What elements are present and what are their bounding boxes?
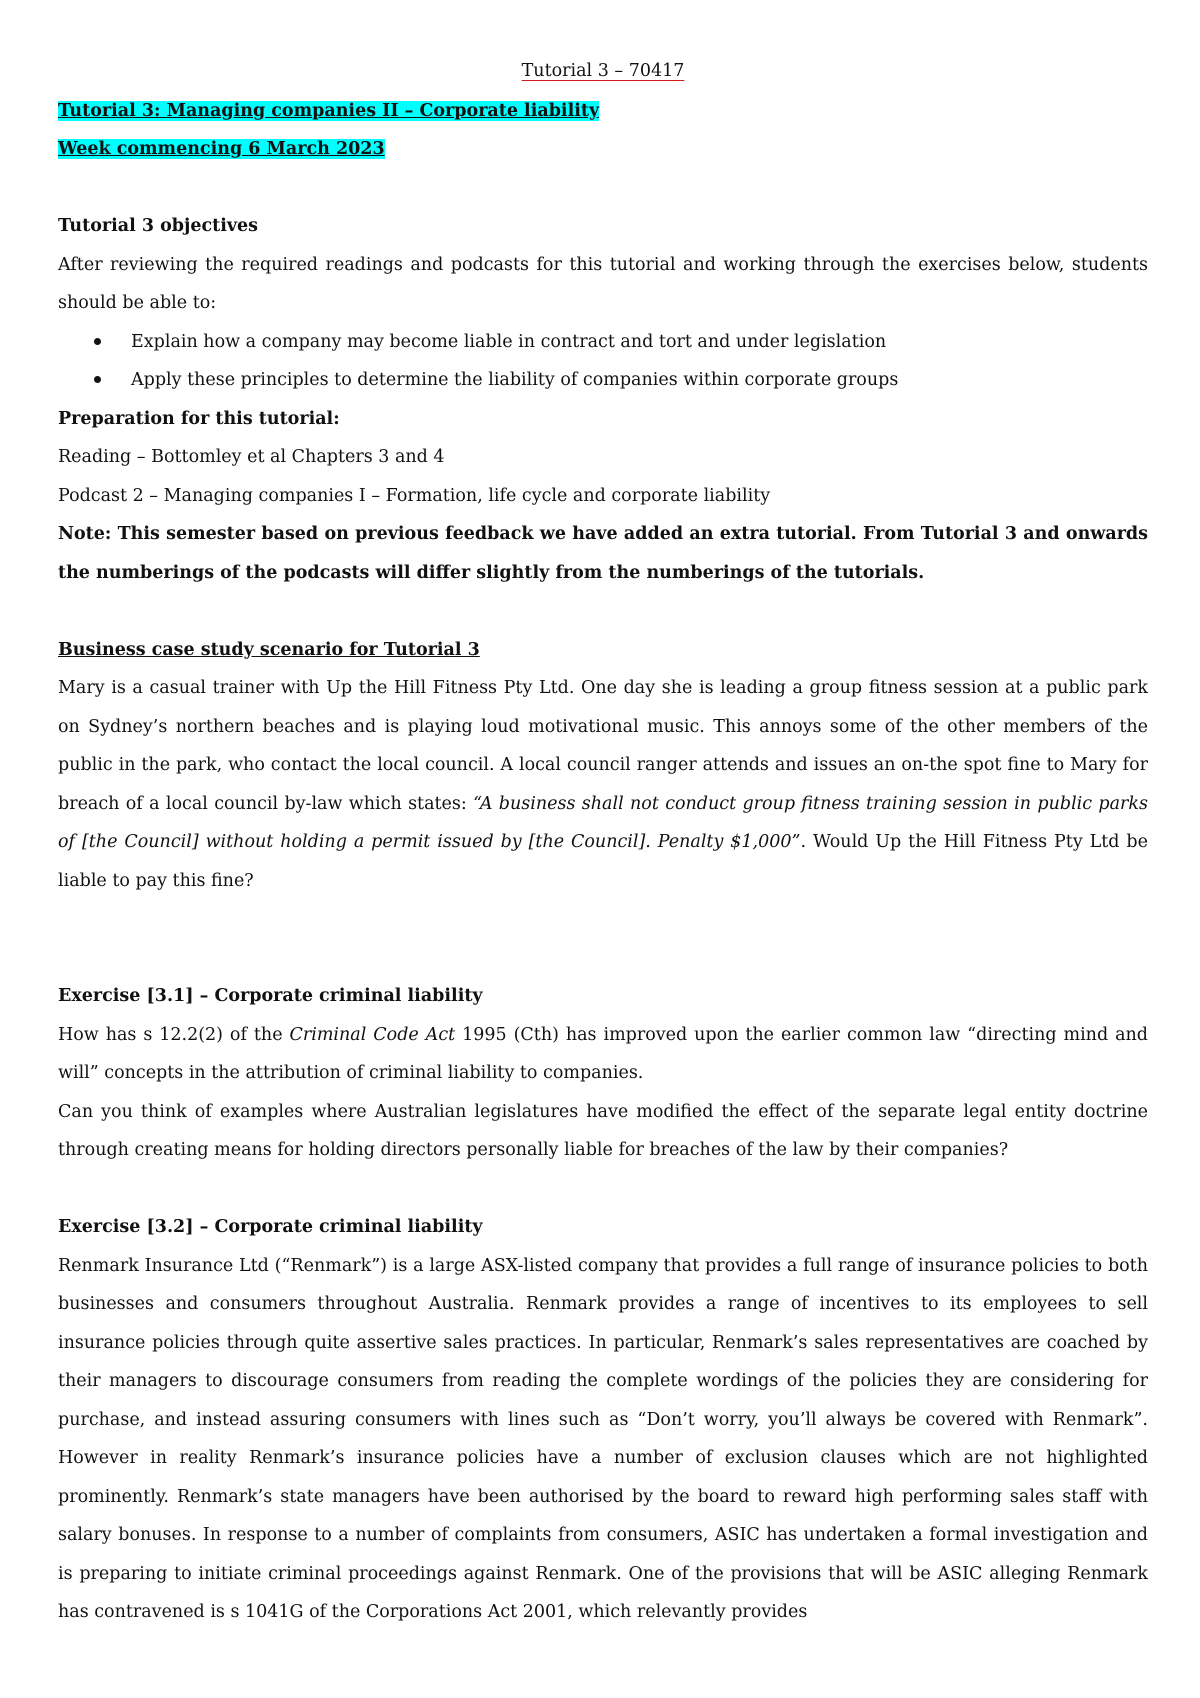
case-study-quote: “A business shall not conduct group fitness training session in public parks of [the Council] without holding a permit issued by [the Council]. Penalty $1,000” [58,793,1148,852]
case-study-text-before: Mary is a casual trainer with Up the Hill Fitness Pty Ltd. One day she is leading a group fitness session at a public park on Sydney’s northern beaches and is playing loud motivational music. This annoys some of the other members of the public in the park, who contact the local council. A local council ranger attends and issues an on-the spot fine to Mary for breach of a local council by-law which states: [58,678,1148,814]
document-body [58,52,1148,1632]
objectives-heading: Tutorial 3 objectives [58,216,259,236]
spacer [58,592,1148,631]
exercise-3-1-para2: Can you think of examples where Australian legislatures have modified the effect of the separate legal entity doctrine through creating means for holding directors personally liable for breaches of the law by their companies? [58,1101,1148,1160]
exercise-3-1-text-after: 1995 (Cth) has improved upon the earlier common law “directing mind and will” concepts in the attribution of criminal liability to companies. [58,1024,1148,1083]
case-study-text-after: . Would Up the Hill Fitness Pty Ltd be liable to pay this fine? [58,832,1148,891]
bullet-icon [94,338,101,345]
exercise-3-1-act-name: Criminal Code Act [289,1024,456,1045]
spacer [58,1170,1148,1209]
objective-item [58,361,1148,400]
objective-item [58,323,1148,362]
exercise-3-1-text-before: How has s 12.2(2) of the [58,1024,290,1045]
exercise-3-2-text: Renmark Insurance Ltd (“Renmark”) is a large ASX-listed company that provides a full range of insurance policies to both businesses and consumers throughout Australia. Renmark provides a range of incentives to its employees to sell insurance policies through quite assertive sales practices. In particular, Renmark’s sales representatives are coached by their managers to discourage consumers from reading the complete wordings of the policies they are considering for purchase, and instead assuring consumers with lines such as “Don’t worry, you’ll always be covered with Renmark”. However in reality Renmark’s insurance policies have a number of exclusion clauses which are not highlighted prominently. Renmark’s state managers have been authorised by the board to reward high performing sales staff with salary bonuses. In response to a number of complaints from consumers, ASIC has undertaken a formal investigation and is preparing to initiate criminal proceedings against Renmark. One of the provisions that will be ASIC alleging Renmark has contravened is s 1041G of the Corporations Act 2001, which relevantly provides [58,1255,1148,1622]
preparation-note: Note: This semester based on previous feedback we have added an extra tutorial. From Tutorial 3 and onwards the numberings of the podcasts will differ slightly from the numberings of the tutorials. [58,524,1148,583]
objective-text: Apply these principles to determine the liability of companies within corporate groups [131,370,899,390]
bullet-icon [94,376,101,383]
exercise-3-1-para1 [58,1016,1148,1093]
preparation-heading: Preparation for this tutorial: [58,408,340,429]
tutorial-heading [58,92,1148,131]
case-study-heading: Business case study scenario for Tutorial 3 [58,639,480,660]
spacer [58,900,1148,977]
preparation-reading: Reading – Bottomley et al Chapters 3 and 4 [58,447,445,467]
tutorial-heading-text: Tutorial 3: Managing companies II – Corporate liability [58,100,600,121]
document-title: Tutorial 3 – 70417 [521,61,685,81]
week-heading-text: Week commencing 6 March 2023 [58,139,385,159]
objective-text: Explain how a company may become liable in contract and tort and under legislation [131,331,887,352]
objectives-list [58,323,1148,400]
case-study-text [58,669,1148,900]
spacer [58,169,1148,208]
exercise-3-1-heading: Exercise [3.1] – Corporate criminal liability [58,986,483,1006]
exercise-3-2-heading: Exercise [3.2] – Corporate criminal liability [58,1217,483,1237]
week-heading [58,130,1148,169]
preparation-podcast: Podcast 2 – Managing companies I – Formation, life cycle and corporate liability [58,485,771,506]
objectives-intro: After reviewing the required readings and podcasts for this tutorial and working through the exercises below, students should be able to: [58,254,1148,313]
